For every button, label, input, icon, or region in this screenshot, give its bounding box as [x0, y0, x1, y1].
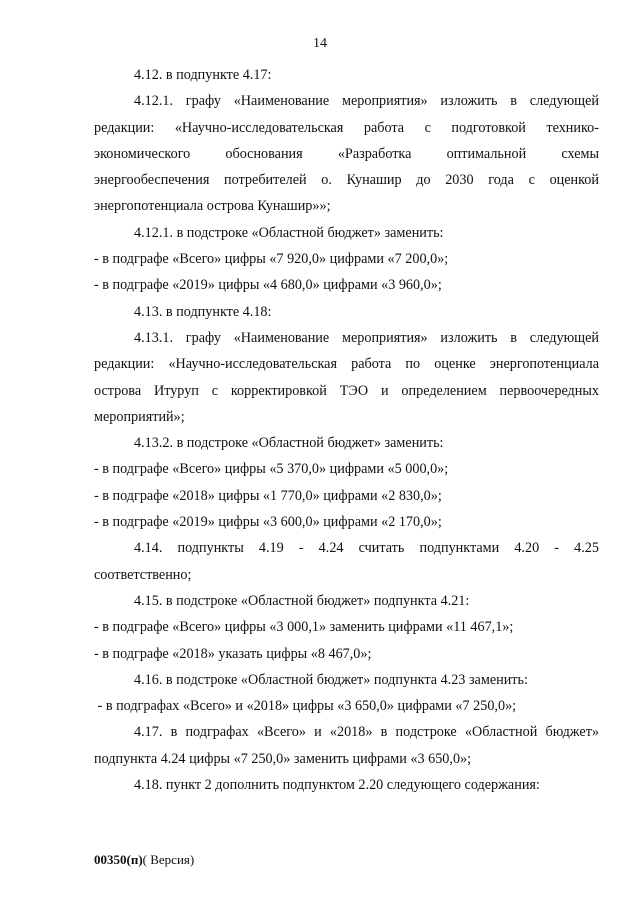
paragraph-line: редакции: «Научно-исследовательская работа с подготовкой технико- [94, 119, 599, 136]
paragraph-line: экономического обоснования «Разработка оптимальной схемы [94, 145, 599, 162]
paragraph-line: энергопотенциала острова Кунашир»»; [94, 198, 331, 215]
paragraph-4-16: 4.16. в подстроке «Областной бюджет» подпункта 4.23 заменить: [134, 671, 528, 688]
paragraph-line: мероприятий»; [94, 408, 185, 425]
paragraph-4-13: 4.13. в подпункте 4.18: [134, 303, 272, 320]
paragraph-line: подпункта 4.24 цифры «7 250,0» заменить цифрами «3 650,0»; [94, 750, 472, 767]
paragraph-4-17: 4.17. в подграфах «Всего» и «2018» в подстроке «Областной бюджет» [134, 724, 599, 741]
document-version: ( Версия) [142, 852, 195, 867]
list-item: - в подграфе «Всего» цифры «7 920,0» цифрами «7 200,0»; [94, 251, 449, 268]
document-code: 00350(п) [94, 852, 143, 867]
list-item: - в подграфах «Всего» и «2018» цифры «3 650,0» цифрами «7 250,0»; [94, 698, 517, 715]
list-item: - в подграфе «Всего» цифры «3 000,1» заменить цифрами «11 467,1»; [94, 619, 514, 636]
list-item: - в подграфе «Всего» цифры «5 370,0» цифрами «5 000,0»; [94, 461, 449, 478]
paragraph-4-18: 4.18. пункт 2 дополнить подпунктом 2.20 следующего содержания: [134, 777, 540, 794]
paragraph-4-15: 4.15. в подстроке «Областной бюджет» подпункта 4.21: [134, 592, 470, 609]
paragraph-line: 4.12.1. в подстроке «Областной бюджет» заменить: [134, 224, 444, 241]
paragraph-line: соответственно; [94, 566, 192, 583]
list-item: - в подграфе «2019» цифры «3 600,0» цифрами «2 170,0»; [94, 514, 442, 531]
paragraph-line: 4.12.1. графу «Наименование мероприятия» изложить в следующей [134, 93, 599, 110]
list-item: - в подграфе «2018» цифры «1 770,0» цифрами «2 830,0»; [94, 487, 442, 504]
list-item: - в подграфе «2019» цифры «4 680,0» цифрами «3 960,0»; [94, 277, 442, 294]
list-item: - в подграфе «2018» указать цифры «8 467,0»; [94, 645, 372, 662]
paragraph-line: энергообеспечения потребителей о. Кунашир до 2030 года с оценкой [94, 172, 599, 189]
paragraph-line: острова Итуруп с корректировкой ТЭО и определением первоочередных [94, 382, 599, 399]
footer-code [94, 852, 194, 868]
paragraph-4-14: 4.14. подпункты 4.19 - 4.24 считать подпунктами 4.20 - 4.25 [134, 540, 599, 557]
paragraph-line: 4.13.2. в подстроке «Областной бюджет» заменить: [134, 435, 444, 452]
document-body [94, 62, 599, 798]
paragraph-4-12: 4.12. в подпункте 4.17: [134, 67, 272, 83]
paragraph-line: редакции: «Научно-исследовательская работа по оценке энергопотенциала [94, 356, 599, 373]
paragraph-line: 4.13.1. графу «Наименование мероприятия» изложить в следующей [134, 329, 599, 346]
page-number: 14 [313, 36, 327, 51]
